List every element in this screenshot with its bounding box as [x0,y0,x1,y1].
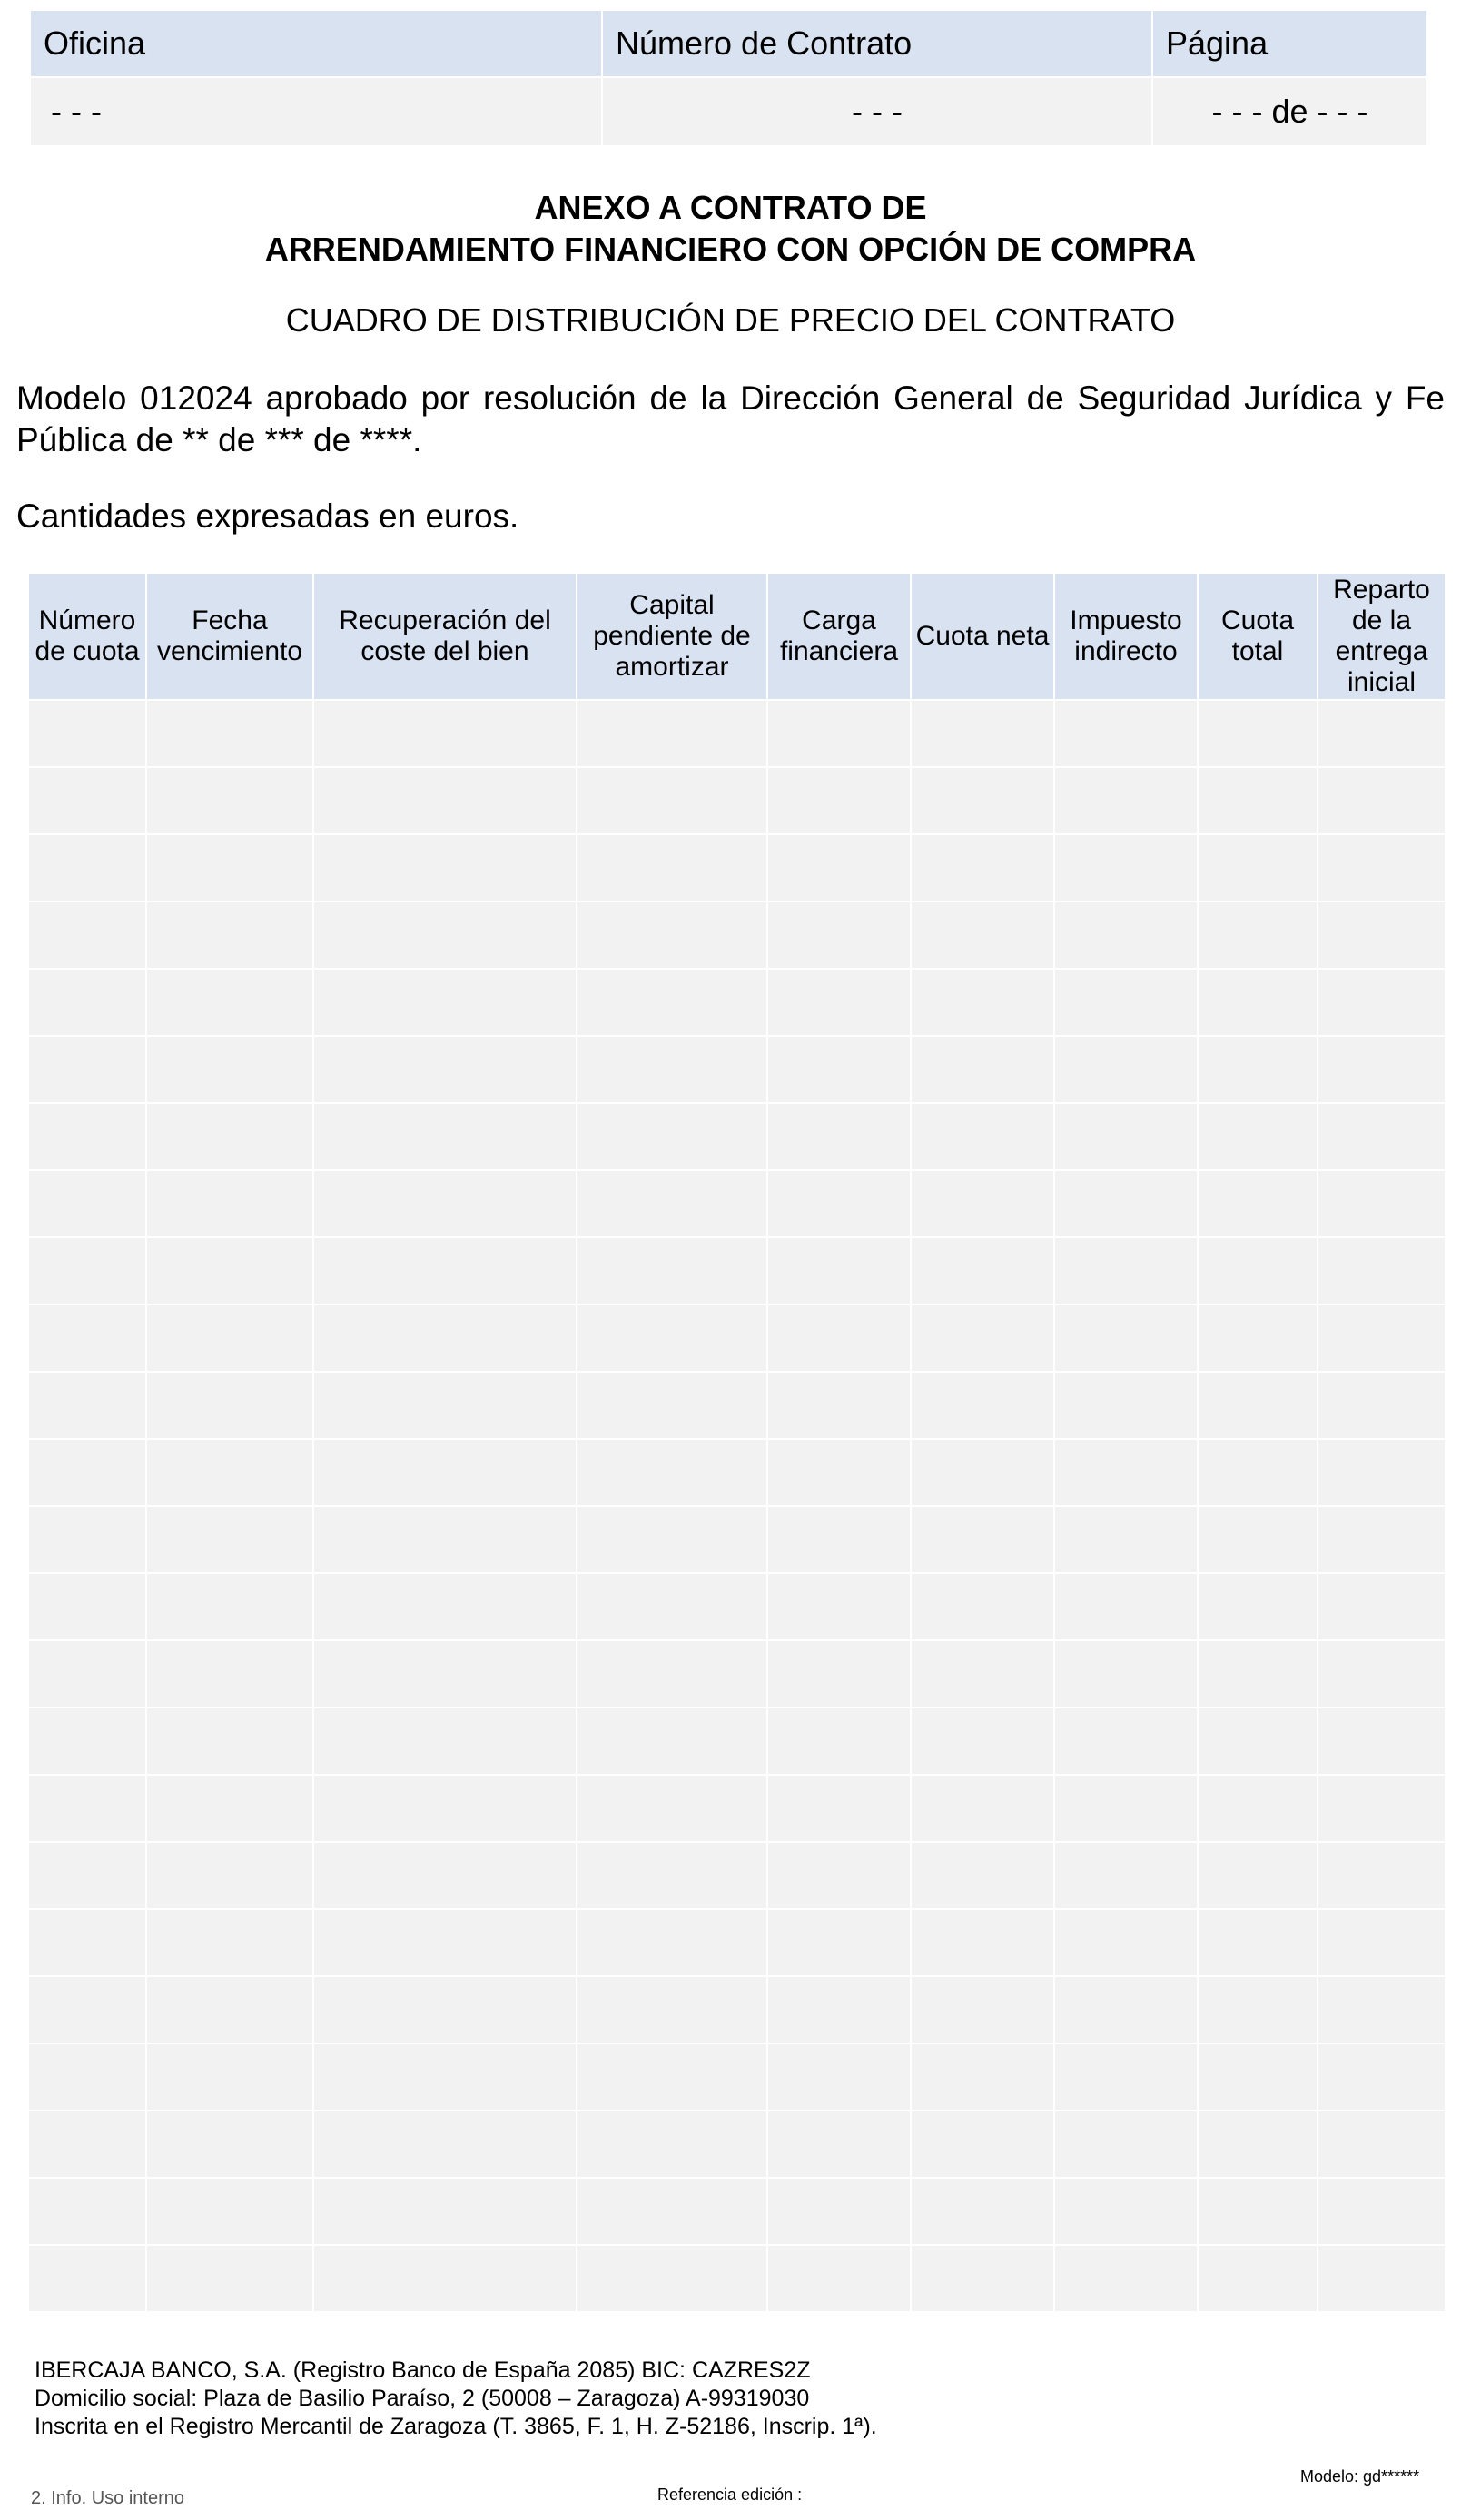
table-cell [146,1708,313,1775]
table-cell [1054,2043,1198,2111]
table-cell [1318,1304,1446,1372]
table-cell [1054,2178,1198,2245]
table-cell [577,1708,767,1775]
table-cell [146,1640,313,1708]
table-cell [146,1909,313,1976]
table-cell [1198,1976,1318,2043]
table-cell [1054,1237,1198,1304]
column-header: Cuota neta [911,573,1054,700]
table-cell [1318,901,1446,969]
table-cell [146,1439,313,1506]
table-cell [1198,1304,1318,1372]
table-header-row [28,573,1446,700]
table-cell [146,700,313,767]
table-cell [1318,834,1446,901]
table-cell [767,767,911,834]
table-cell [1054,1103,1198,1170]
table-cell [146,1842,313,1909]
table-cell [146,1103,313,1170]
table-cell [28,1036,146,1103]
table-cell [28,1506,146,1573]
table-row [28,1976,1446,2043]
table-cell [1198,1170,1318,1237]
table-cell [1318,1842,1446,1909]
table-row [28,1304,1446,1372]
table-cell [1318,1439,1446,1506]
table-cell [1198,834,1318,901]
table-cell [28,1976,146,2043]
table-cell [1318,1909,1446,1976]
table-row [28,1909,1446,1976]
table-cell [767,1237,911,1304]
table-cell [577,1237,767,1304]
table-cell [1054,1775,1198,1842]
table-cell [313,1103,577,1170]
table-cell [1198,901,1318,969]
table-cell [911,1103,1054,1170]
contract-header-table [29,9,1428,147]
table-cell [1054,2111,1198,2178]
table-cell [28,1775,146,1842]
table-cell [1198,1708,1318,1775]
table-cell [1198,1842,1318,1909]
table-cell [1054,834,1198,901]
table-row [28,2111,1446,2178]
table-cell [577,1103,767,1170]
table-cell [1318,1708,1446,1775]
table-row [28,969,1446,1036]
table-cell [1318,1506,1446,1573]
table-cell [1198,1237,1318,1304]
table-cell [767,1909,911,1976]
table-cell [1198,1775,1318,1842]
table-cell [1318,767,1446,834]
table-cell [1054,1036,1198,1103]
header-label-row [30,10,1427,77]
table-cell [767,901,911,969]
table-cell [1318,1573,1446,1640]
contract-number-value: - - - [602,77,1152,146]
table-cell [767,1775,911,1842]
table-cell [577,1909,767,1976]
table-cell [28,1103,146,1170]
table-cell [313,2245,577,2312]
table-cell [28,700,146,767]
table-body [28,700,1446,2312]
table-cell [767,2245,911,2312]
table-cell [767,700,911,767]
table-cell [28,901,146,969]
table-cell [767,1506,911,1573]
table-cell [146,1372,313,1439]
table-cell [1318,1372,1446,1439]
table-cell [28,969,146,1036]
table-cell [577,2043,767,2111]
edition-reference: Referencia edición : [657,2486,803,2504]
table-cell [767,1036,911,1103]
table-row [28,1573,1446,1640]
table-row [28,2043,1446,2111]
table-cell [1318,1237,1446,1304]
table-row [28,2245,1446,2312]
table-cell [1054,767,1198,834]
table-cell [1318,2111,1446,2178]
table-cell [1054,1976,1198,2043]
table-cell [1054,2245,1198,2312]
table-cell [146,1304,313,1372]
table-cell [911,1036,1054,1103]
table-cell [28,1909,146,1976]
table-cell [28,834,146,901]
table-cell [1054,1506,1198,1573]
column-header: Número de cuota [28,573,146,700]
table-cell [146,969,313,1036]
table-cell [577,767,767,834]
company-address: Domicilio social: Plaza de Basilio Paraíso, 2 (50008 – Zaragoza) A-99319030 [35,2386,810,2411]
table-cell [767,2178,911,2245]
table-cell [313,1909,577,1976]
table-row [28,901,1446,969]
table-cell [911,2178,1054,2245]
table-cell [767,1842,911,1909]
table-cell [313,700,577,767]
document-title-line-2: ARRENDAMIENTO FINANCIERO CON OPCIÓN DE COMPRA [264,231,1197,268]
column-header: Reparto de la entrega inicial [1318,573,1446,700]
table-cell [313,1640,577,1708]
table-cell [313,1439,577,1506]
company-footer [35,2357,877,2441]
table-cell [28,1708,146,1775]
table-row [28,1506,1446,1573]
table-cell [1054,1640,1198,1708]
page-value: - - - de - - - [1152,77,1427,146]
table-cell [767,834,911,901]
table-cell [1318,1640,1446,1708]
table-cell [28,767,146,834]
table-cell [767,1304,911,1372]
price-distribution-table [27,572,1446,2313]
table-row [28,1103,1446,1170]
page-label: Página [1152,10,1427,77]
table-cell [313,2043,577,2111]
table-cell [146,834,313,901]
column-header: Capital pendiente de amortizar [577,573,767,700]
table-cell [911,1708,1054,1775]
table-cell [911,1573,1054,1640]
table-cell [28,1573,146,1640]
table-cell [1198,1103,1318,1170]
table-cell [767,1439,911,1506]
table-cell [146,2245,313,2312]
table-cell [1198,969,1318,1036]
currency-note: Cantidades expresadas en euros. [16,497,519,535]
table-cell [146,1036,313,1103]
table-cell [911,1775,1054,1842]
table-cell [313,969,577,1036]
table-cell [313,1237,577,1304]
table-cell [313,1170,577,1237]
table-cell [1198,1573,1318,1640]
table-cell [1054,1439,1198,1506]
table-cell [1054,1304,1198,1372]
table-row [28,834,1446,901]
table-cell [1318,1036,1446,1103]
table-cell [577,969,767,1036]
table-cell [577,901,767,969]
table-cell [313,1372,577,1439]
table-cell [767,969,911,1036]
table-cell [28,2111,146,2178]
table-cell [577,1304,767,1372]
table-cell [28,2245,146,2312]
table-cell [577,2245,767,2312]
table-row [28,1170,1446,1237]
table-cell [911,767,1054,834]
table-cell [1318,1775,1446,1842]
table-cell [577,1372,767,1439]
table-cell [911,1842,1054,1909]
table-cell [767,1103,911,1170]
header-value-row [30,77,1427,146]
table-row [28,1842,1446,1909]
table-cell [28,1372,146,1439]
office-value: - - - [30,77,602,146]
table-cell [1198,1036,1318,1103]
column-header: Fecha vencimiento [146,573,313,700]
table-row [28,1775,1446,1842]
table-cell [911,969,1054,1036]
table-cell [1054,700,1198,767]
column-header: Carga financiera [767,573,911,700]
table-cell [1054,1573,1198,1640]
table-cell [1054,1909,1198,1976]
table-cell [911,1439,1054,1506]
table-cell [1054,1372,1198,1439]
table-cell [146,1775,313,1842]
table-cell [911,1640,1054,1708]
table-cell [767,1640,911,1708]
table-cell [313,767,577,834]
table-cell [1318,1103,1446,1170]
table-cell [577,1506,767,1573]
table-cell [911,834,1054,901]
table-cell [313,1842,577,1909]
table-cell [313,1708,577,1775]
table-cell [1318,1170,1446,1237]
table-cell [28,1439,146,1506]
table-cell [146,767,313,834]
table-cell [577,834,767,901]
column-header: Impuesto indirecto [1054,573,1198,700]
table-cell [1318,2043,1446,2111]
table-cell [911,1170,1054,1237]
table-cell [1198,2111,1318,2178]
document-title [0,187,1461,271]
table-cell [1198,1909,1318,1976]
table-cell [146,2111,313,2178]
table-cell [577,2111,767,2178]
table-row [28,1708,1446,1775]
table-cell [1198,1640,1318,1708]
table-cell [28,1170,146,1237]
table-cell [28,1842,146,1909]
table-cell [146,1976,313,2043]
table-cell [1318,1976,1446,2043]
table-cell [577,1640,767,1708]
table-cell [767,1372,911,1439]
table-cell [1054,969,1198,1036]
table-cell [577,700,767,767]
table-cell [911,2043,1054,2111]
table-cell [313,2111,577,2178]
table-cell [911,1237,1054,1304]
table-cell [313,1775,577,1842]
table-cell [1318,2178,1446,2245]
column-header: Cuota total [1198,573,1318,700]
table-cell [313,1506,577,1573]
table-cell [911,1372,1054,1439]
table-cell [28,1304,146,1372]
table-cell [577,1170,767,1237]
table-cell [28,2178,146,2245]
table-cell [313,901,577,969]
table-cell [1318,700,1446,767]
table-cell [767,1573,911,1640]
table-cell [146,1170,313,1237]
table-cell [911,1909,1054,1976]
table-cell [577,1439,767,1506]
table-cell [313,1304,577,1372]
table-cell [577,1036,767,1103]
table-cell [313,1036,577,1103]
table-row [28,767,1446,834]
model-code: Modelo: gd****** [1300,2467,1420,2486]
table-row [28,1372,1446,1439]
table-cell [577,1775,767,1842]
company-registry-entry: Inscrita en el Registro Mercantil de Zaragoza (T. 3865, F. 1, H. Z-52186, Inscrip. 1ª). [35,2414,877,2439]
table-row [28,700,1446,767]
table-cell [911,1976,1054,2043]
table-cell [577,2178,767,2245]
table-cell [1054,901,1198,969]
table-cell [911,901,1054,969]
table-cell [1198,1372,1318,1439]
table-cell [911,700,1054,767]
table-cell [1054,1708,1198,1775]
table-cell [146,901,313,969]
table-cell [1198,700,1318,767]
table-cell [1318,969,1446,1036]
table-cell [28,1237,146,1304]
table-cell [28,2043,146,2111]
table-row [28,1036,1446,1103]
table-cell [1318,2245,1446,2312]
table-row [28,1237,1446,1304]
table-cell [1054,1842,1198,1909]
table-cell [313,1573,577,1640]
table-cell [313,1976,577,2043]
table-cell [1198,2245,1318,2312]
company-registration: IBERCAJA BANCO, S.A. (Registro Banco de España 2085) BIC: CAZRES2Z [35,2358,811,2383]
table-cell [1054,1170,1198,1237]
table-cell [767,1976,911,2043]
table-cell [767,1708,911,1775]
table-cell [146,1237,313,1304]
table-cell [313,834,577,901]
table-cell [1198,2043,1318,2111]
table-cell [1198,2178,1318,2245]
table-row [28,1640,1446,1708]
table-cell [1198,1506,1318,1573]
document-title-line-1: ANEXO A CONTRATO DE [534,189,927,226]
table-cell [146,2178,313,2245]
table-cell [911,1304,1054,1372]
document-subtitle: CUADRO DE DISTRIBUCIÓN DE PRECIO DEL CONTRATO [285,301,1176,339]
table-cell [767,2043,911,2111]
table-cell [911,2245,1054,2312]
table-cell [577,1976,767,2043]
table-cell [577,1842,767,1909]
table-row [28,2178,1446,2245]
model-approval-text: Modelo 012024 aprobado por resolución de la Dirección General de Seguridad Jurídica y Fe Pública de ** de *** de ****. [16,379,1445,458]
table-cell [146,1506,313,1573]
table-cell [313,2178,577,2245]
column-header: Recuperación del coste del bien [313,573,577,700]
table-cell [146,2043,313,2111]
table-cell [146,1573,313,1640]
table-cell [28,1640,146,1708]
table-cell [1198,767,1318,834]
table-cell [577,1573,767,1640]
contract-number-label: Número de Contrato [602,10,1152,77]
table-cell [911,1506,1054,1573]
table-cell [767,1170,911,1237]
table-row [28,1439,1446,1506]
table-cell [911,2111,1054,2178]
classification-label: 2. Info. Uso interno [31,2488,184,2508]
table-cell [1198,1439,1318,1506]
table-cell [767,2111,911,2178]
office-label: Oficina [30,10,602,77]
